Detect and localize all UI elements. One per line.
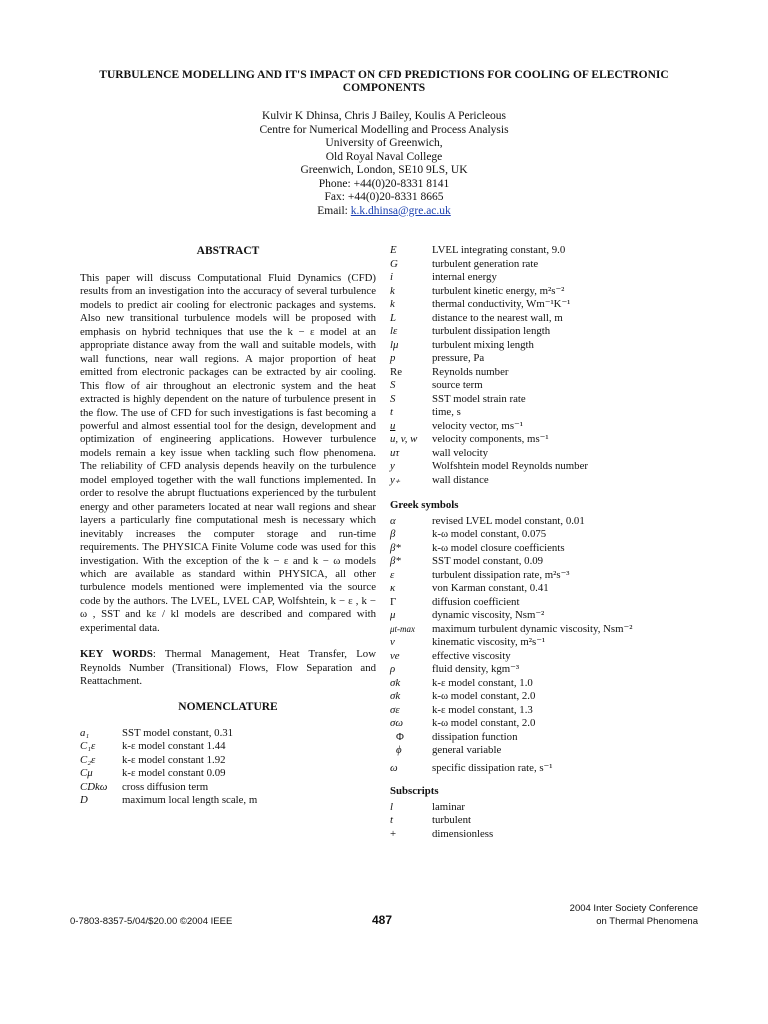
greek-description: dynamic viscosity, Nsm⁻² [432,609,545,621]
nomenclature-symbol: k [390,284,395,297]
nomenclature-row [390,312,700,326]
greek-symbol: Γ [390,595,397,608]
nomenclature-symbol: Re [390,365,402,378]
nomenclature-row [80,781,376,795]
nomenclature-symbol: G [390,257,398,270]
greek-row [390,690,700,704]
greek-symbol: σε [390,703,400,716]
nomenclature-symbol: lμ [390,338,399,351]
nomenclature-description: turbulent generation rate [432,257,539,270]
footer-isbn: 0-7803-8357-5/04/$20.00 ©2004 IEEE [70,916,233,927]
nomenclature-row [390,460,700,474]
email-link[interactable]: k.k.dhinsa@gre.ac.uk [350,204,451,217]
author-line: Phone: +44(0)20-8331 8141 [318,177,450,190]
nomenclature-description: velocity components, ms⁻¹ [432,433,549,445]
greek-symbol: νe [390,649,400,662]
nomenclature-description: pressure, Pa [432,352,485,364]
greek-description: general variable [432,744,502,756]
nomenclature-description: internal energy [432,271,497,283]
greek-row [390,609,700,623]
greek-symbol: β* [390,555,401,567]
greek-description: k-ω model closure coefficients [432,541,565,554]
nomenclature-description: turbulent mixing length [432,338,534,351]
nomenclature-description: SST model strain rate [432,392,526,405]
nomenclature-row [80,767,376,781]
greek-row [390,704,700,718]
nomenclature-symbol: uτ [390,446,400,459]
nomenclature-description: k-ε model constant 0.09 [122,767,226,780]
nomenclature-symbol: S [390,379,396,391]
nomenclature-row [390,325,700,339]
greek-row [390,677,700,691]
greek-row [390,555,700,569]
nomenclature-symbol: L [390,311,397,324]
greek-row [390,582,700,596]
nomenclature-description: Reynolds number [432,365,509,378]
greek-symbol: α [390,514,396,527]
nomenclature-symbol: E [390,244,397,256]
nomenclature-list-right [390,244,700,487]
subscripts-list [390,801,700,842]
greek-symbol: ν [390,636,395,648]
nomenclature-row [390,379,700,393]
greek-symbol: μt-max [390,623,416,634]
author-line: Kulvir K Dhinsa, Chris J Bailey, Koulis A Pericleous [262,110,506,122]
greek-row [390,596,700,610]
nomenclature-symbol: C₂ε [80,753,96,766]
nomenclature-symbol: y₊ [390,473,401,486]
greek-symbol: β* [390,541,401,554]
nomenclature-description: wall velocity [432,446,489,459]
nomenclature-symbol: u, v, w [390,433,418,445]
author-line: Old Royal Naval College [325,150,443,163]
nomenclature-description: Wolfshtein model Reynolds number [432,460,588,472]
nomenclature-symbol: t [390,406,393,418]
nomenclature-row [80,794,376,808]
greek-description: k-ω model constant, 2.0 [432,690,536,702]
conference-line: on Thermal Phenomena [596,916,698,927]
email-label: Email: [317,204,351,217]
nomenclature-row [390,271,700,285]
greek-symbol: ρ [390,663,396,675]
subscript-symbol: t [390,814,393,826]
subscript-row [390,801,700,815]
greek-description: turbulent dissipation rate, m²s⁻³ [432,568,570,581]
nomenclature-description: wall distance [432,473,489,486]
nomenclature-symbol: k [390,298,395,310]
greek-description: revised LVEL model constant, 0.01 [432,514,585,527]
greek-description: k-ω model constant, 2.0 [432,717,536,729]
nomenclature-row [390,406,700,420]
nomenclature-row [390,285,700,299]
greek-symbol: ε [390,568,395,581]
nomenclature-symbol: S [390,392,396,405]
nomenclature-row [390,433,700,447]
nomenclature-row [80,754,376,768]
nomenclature-row [390,298,700,312]
keywords-paragraph [80,648,376,688]
greek-symbol: σω [390,717,403,729]
nomenclature-symbol: C₁ε [80,740,96,753]
nomenclature-symbol: Cμ [80,767,93,780]
footer-conference [540,902,698,928]
nomenclature-description: turbulent kinetic energy, m²s⁻² [432,284,565,297]
greek-row [390,569,700,583]
footer-page-number: 487 [372,913,393,927]
greek-row [390,650,700,664]
nomenclature-description: thermal conductivity, Wm⁻¹K⁻¹ [432,298,571,310]
greek-description: fluid density, kgm⁻³ [432,663,520,675]
nomenclature-symbol: lε [390,325,398,337]
nomenclature-description: k-ε model constant 1.92 [122,753,226,766]
greek-row [390,744,700,758]
greek-symbol: σk [390,690,401,702]
keywords-label: KEY WORDS [80,648,153,661]
nomenclature-row [390,339,700,353]
nomenclature-symbol: y [390,460,395,472]
greek-symbols-heading: Greek symbols [390,499,459,511]
subscript-row [390,814,700,828]
greek-symbol: Φ [396,730,404,743]
nomenclature-row [80,740,376,754]
greek-row [390,528,700,542]
nomenclature-row [80,727,376,741]
greek-row [390,542,700,556]
nomenclature-description: distance to the nearest wall, m [432,311,563,324]
abstract-heading: ABSTRACT [196,245,260,257]
greek-description: effective viscosity [432,649,511,662]
greek-row [390,762,700,776]
greek-description: k-ε model constant, 1.3 [432,703,533,716]
greek-symbol: ω [390,761,398,774]
nomenclature-heading: NOMENCLATURE [178,700,278,713]
author-line: Centre for Numerical Modelling and Process Analysis [259,123,509,136]
nomenclature-row [390,244,700,258]
greek-row [390,731,700,745]
subscript-description: turbulent [432,814,471,826]
nomenclature-description: velocity vector, ms⁻¹ [432,419,523,432]
nomenclature-symbol: i [390,271,393,283]
greek-description: diffusion coefficient [432,595,520,608]
author-line: Fax: +44(0)20-8331 8665 [324,191,444,203]
greek-description: specific dissipation rate, s⁻¹ [432,761,553,774]
nomenclature-row [390,258,700,272]
greek-description: von Karman constant, 0.41 [432,582,549,594]
greek-description: kinematic viscosity, m²s⁻¹ [432,636,546,648]
greek-symbol: κ [390,582,396,594]
author-block [200,110,568,218]
nomenclature-symbol: p [390,352,396,364]
nomenclature-list-left [80,727,376,808]
greek-symbols-list [390,515,700,776]
subscript-row [390,828,700,842]
author-line: Greenwich, London, SE10 9LS, UK [300,164,468,176]
greek-row [390,717,700,731]
nomenclature-description: k-ε model constant 1.44 [122,740,226,753]
nomenclature-row [390,420,700,434]
right-column [390,244,700,841]
greek-description: dissipation function [432,730,518,743]
greek-symbol: ϕ [396,744,402,756]
nomenclature-description: cross diffusion term [122,780,209,793]
email-line [200,205,568,219]
abstract-text: This paper will discuss Computational Fluid Dynamics (CFD) results from an investigation into the accuracy of several turbulence models to predict air cooling for electronic packages and systems. Also new transitional turbulence models will be proposed with emphasis on hybrid techniques that use the k − ε model at an appropriate distance away from the wall and suitable models, with wall functions, near wall regions. A major proportion of heat emitted from electronic packages can be extracted by air cooling. This flow of air throughout an electronic system and the heat extracted is highly dependent on the nature of turbulence present in the flow. The use of CFD for such investigations is fast becoming a powerful and almost essential tool for the design, development and optimization of engineering applications. However turbulence models remain a key issue when tackling such flow phenomena. The reliability of CFD analysis depends heavily on the turbulence model employed together with the wall functions implemented. In order to resolve the abrupt fluctuations experienced by the turbulent energy and other parameters located at near wall regions and shear layers a particularly fine computational mesh is necessary which inevitably increases the computer storage and run-time requirements. The PHYSICA Finite Volume code was used for this investigation. With the exception of the k − ε and k − ω models which are available as standard within PHYSICA, all other turbulence models mentioned were implemented via the source code by the authors. The LVEL, LVEL CAP, Wolfshtein, k − ε , k − ω , SST and kε / kl models are described and compared with experimental data. [80,272,376,634]
greek-row [390,515,700,529]
nomenclature-description: source term [432,379,483,391]
nomenclature-description: LVEL integrating constant, 9.0 [432,244,566,256]
subscript-symbol: l [390,800,393,813]
nomenclature-description: maximum local length scale, m [122,794,258,807]
greek-symbol: β [390,528,396,540]
nomenclature-row [390,352,700,366]
nomenclature-description: time, s [432,406,461,418]
conference-line: 2004 Inter Society Conference [569,903,698,914]
paper-title: TURBULENCE MODELLING AND IT'S IMPACT ON CFD PREDICTIONS FOR COOLING OF ELECTRONIC COMPONENTS [99,69,669,94]
nomenclature-row [390,447,700,461]
subscripts-heading: Subscripts [390,785,439,797]
nomenclature-description: SST model constant, 0.31 [122,726,234,739]
nomenclature-symbol: a₁ [80,726,90,739]
greek-row [390,623,700,637]
greek-row [390,636,700,650]
nomenclature-row [390,393,700,407]
keywords-text: : Thermal Management, Heat Transfer, Low Reynolds Number (Transitional) Flows, Flow Separation and Reattachment. [80,648,376,688]
greek-description: maximum turbulent dynamic viscosity, Nsm⁻² [432,622,633,635]
nomenclature-symbol: u [390,419,396,432]
subscript-symbol: + [390,827,397,840]
left-column [80,244,376,808]
greek-symbol: μ [390,609,396,621]
author-line: University of Greenwich, [325,137,443,149]
greek-description: SST model constant, 0.09 [432,555,544,567]
greek-description: k-ω model constant, 0.075 [432,528,547,540]
greek-description: k-ε model constant, 1.0 [432,676,533,689]
subscript-description: dimensionless [432,827,494,840]
nomenclature-symbol: D [80,794,88,807]
nomenclature-symbol: CDkω [80,780,108,793]
greek-row [390,663,700,677]
nomenclature-description: turbulent dissipation length [432,325,551,337]
subscript-description: laminar [432,800,465,813]
nomenclature-row [390,474,700,488]
nomenclature-row [390,366,700,380]
greek-symbol: σk [390,676,401,689]
